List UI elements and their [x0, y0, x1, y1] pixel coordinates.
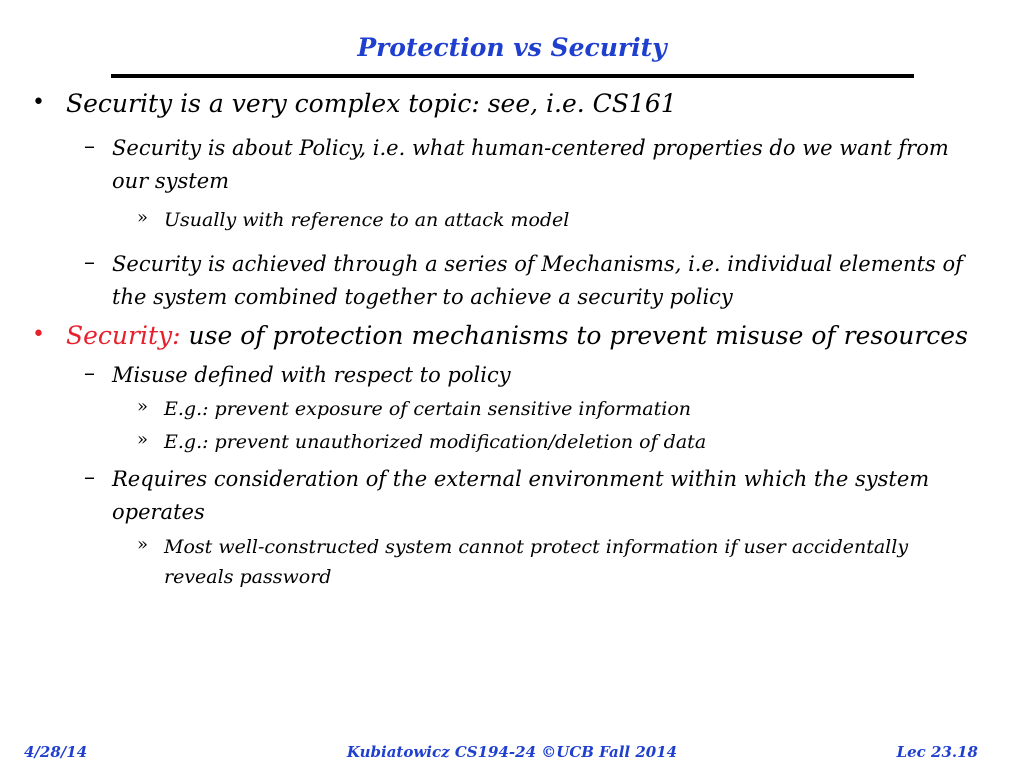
bullet-2-text: use of protection mechanisms to prevent misuse of resources [180, 321, 968, 350]
raquo-marker: » [137, 534, 149, 555]
bullet-2-sub-2-sub-1-line-2: reveals password [164, 566, 332, 588]
bullet-marker: • [32, 90, 45, 115]
dash-marker: – [84, 465, 95, 490]
bullet-1-sub-2-line-2: the system combined together to achieve a security policy [112, 285, 733, 309]
bullet-2-line [66, 321, 968, 350]
raquo-marker: » [137, 396, 149, 417]
footer-page-number: Lec 23.18 [896, 743, 978, 761]
bullet-2-sub-2-line-2: operates [112, 500, 205, 524]
dash-marker: – [84, 250, 95, 275]
raquo-marker: » [137, 429, 149, 450]
dash-marker: – [84, 361, 95, 386]
bullet-2-term: Security: [66, 321, 181, 350]
bullet-2-sub-1-sub-1: E.g.: prevent exposure of certain sensitive information [164, 398, 692, 420]
raquo-marker: » [137, 207, 149, 228]
bullet-marker-red: • [32, 322, 45, 347]
slide-title: Protection vs Security [357, 33, 667, 62]
bullet-2-sub-2-sub-1-line-1: Most well-constructed system cannot protect information if user accidentally [164, 536, 909, 558]
bullet-2-sub-1-text: Misuse defined with respect to policy [112, 363, 511, 387]
bullet-1-sub-1-line-2: our system [112, 169, 230, 193]
footer-course: Kubiatowicz CS194-24 ©UCB Fall 2014 [346, 743, 678, 761]
title-underline [111, 74, 914, 78]
bullet-1-sub-2-line-1: Security is achieved through a series of Mechanisms, i.e. individual elements of [112, 252, 963, 276]
bullet-1-sub-1-line-1: Security is about Policy, i.e. what human-centered properties do we want from [112, 136, 949, 160]
footer-date: 4/28/14 [24, 743, 88, 761]
bullet-1-text: Security is a very complex topic: see, i.e. CS161 [66, 89, 677, 118]
bullet-1-sub-1-sub-1: Usually with reference to an attack model [164, 209, 570, 231]
dash-marker: – [84, 134, 95, 159]
bullet-2-sub-1-sub-2: E.g.: prevent unauthorized modification/deletion of data [164, 431, 707, 453]
bullet-2-sub-2-line-1: Requires consideration of the external environment within which the system [112, 467, 930, 491]
